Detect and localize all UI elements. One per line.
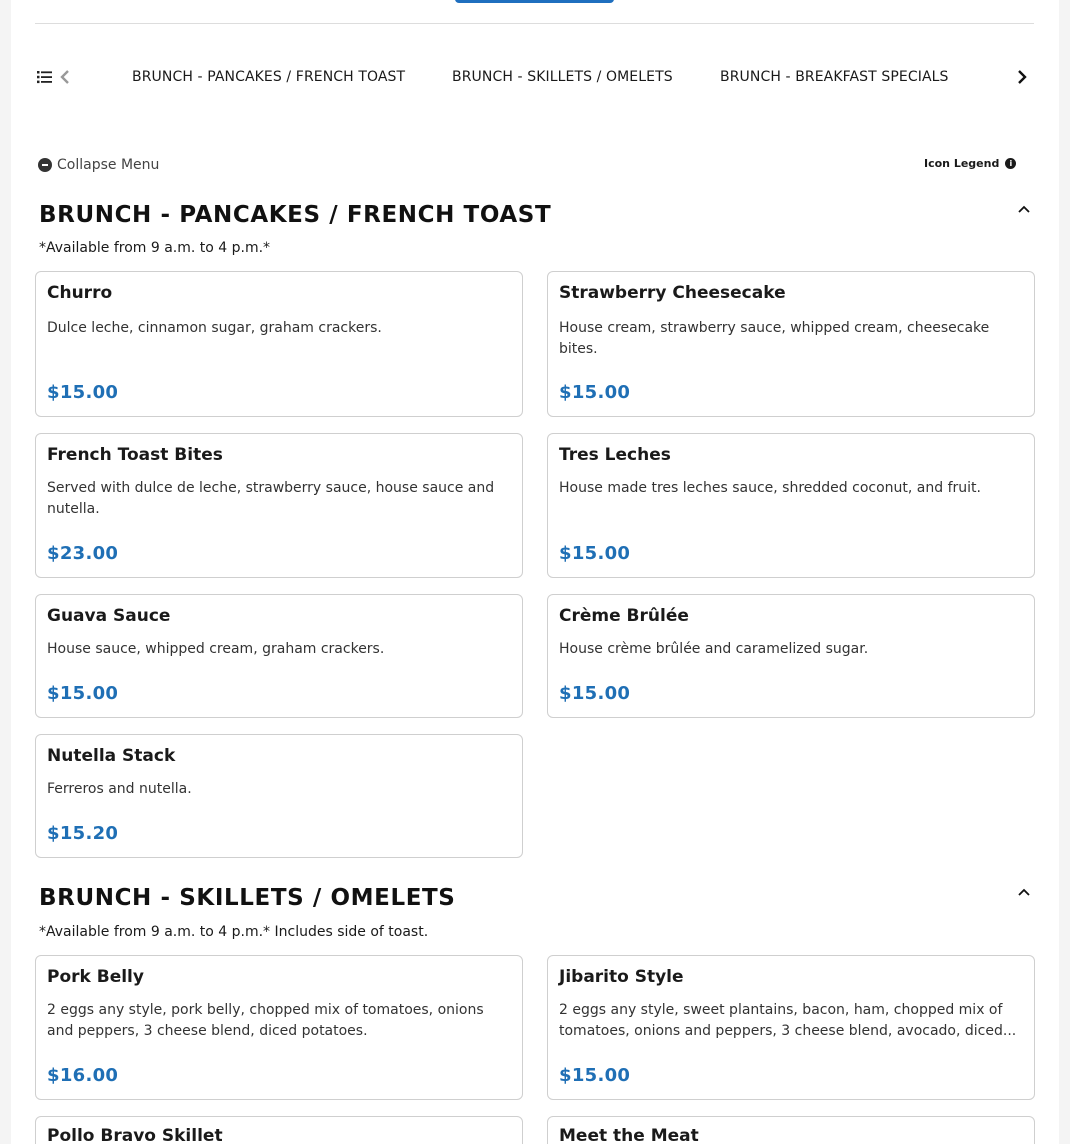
- item-price: $15.00: [559, 382, 631, 403]
- item-description: 2 eggs any style, pork belly, chopped mix of tomatoes, onions and peppers, 3 cheese blend, diced potatoes.: [47, 1002, 484, 1039]
- item-description: Dulce leche, cinnamon sugar, graham crackers.: [47, 320, 382, 336]
- category-nav: [35, 60, 1035, 96]
- chevron-up-icon[interactable]: [1017, 887, 1031, 897]
- menu-item-card[interactable]: [35, 734, 523, 858]
- section-note: *Available from 9 a.m. to 4 p.m.* Includes side of toast.: [39, 924, 429, 940]
- menu-item-card[interactable]: [547, 594, 1035, 718]
- chevron-up-icon[interactable]: [1017, 204, 1031, 214]
- info-icon: i: [1005, 158, 1016, 169]
- tab-skillets-omelets[interactable]: BRUNCH - SKILLETS / OMELETS: [452, 69, 673, 85]
- collapse-menu-label: Collapse Menu: [57, 157, 160, 173]
- item-price: $16.00: [47, 1065, 119, 1086]
- divider: [35, 23, 1034, 24]
- menu-item-card[interactable]: [35, 1116, 523, 1144]
- chevron-left-icon[interactable]: [59, 69, 71, 85]
- item-name: Tres Leches: [559, 445, 671, 465]
- item-name: Nutella Stack: [47, 746, 176, 766]
- menu-item-card[interactable]: [547, 433, 1035, 578]
- menu-item-card[interactable]: [547, 1116, 1035, 1144]
- tab-pancakes-french-toast[interactable]: BRUNCH - PANCAKES / FRENCH TOAST: [132, 69, 406, 85]
- item-description: Served with dulce de leche, strawberry sauce, house sauce and nutella.: [47, 480, 495, 517]
- item-name: French Toast Bites: [47, 445, 223, 465]
- item-description: House cream, strawberry sauce, whipped cream, cheesecake bites.: [559, 320, 990, 357]
- item-price: $15.20: [47, 823, 119, 844]
- menu-item-card[interactable]: [35, 594, 523, 718]
- list-icon[interactable]: [37, 70, 52, 84]
- item-name: Jibarito Style: [559, 967, 684, 987]
- item-price: $23.00: [47, 543, 119, 564]
- minus-circle-icon: [38, 158, 52, 172]
- item-description: House made tres leches sauce, shredded coconut, and fruit.: [559, 480, 981, 496]
- icon-legend-button[interactable]: [924, 157, 1016, 170]
- item-name: Strawberry Cheesecake: [559, 283, 786, 303]
- menu-page: [11, 0, 1059, 1144]
- item-description: 2 eggs any style, sweet plantains, bacon, ham, chopped mix of tomatoes, onions and peppers, 3 cheese blend, avocado, diced...: [559, 1002, 1017, 1039]
- item-price: $15.00: [47, 382, 119, 403]
- tab-breakfast-specials[interactable]: BRUNCH - BREAKFAST SPECIALS: [720, 69, 949, 85]
- item-name: Guava Sauce: [47, 606, 171, 626]
- item-price: $15.00: [47, 683, 119, 704]
- item-price: $15.00: [559, 1065, 631, 1086]
- collapse-menu-button[interactable]: [38, 157, 159, 173]
- chevron-right-icon[interactable]: [1015, 69, 1029, 85]
- icon-legend-label: Icon Legend: [924, 157, 1000, 170]
- top-action-button[interactable]: [455, 0, 614, 3]
- menu-item-card[interactable]: [547, 955, 1035, 1100]
- section-title: BRUNCH - SKILLETS / OMELETS: [39, 885, 456, 911]
- item-name: Pollo Bravo Skillet: [47, 1126, 223, 1144]
- item-name: Crème Brûlée: [559, 606, 689, 626]
- item-price: $15.00: [559, 683, 631, 704]
- item-name: Churro: [47, 283, 113, 303]
- item-price: $15.00: [559, 543, 631, 564]
- section-title: BRUNCH - PANCAKES / FRENCH TOAST: [39, 202, 552, 228]
- menu-item-card[interactable]: [35, 271, 523, 417]
- item-name: Meet the Meat: [559, 1126, 699, 1144]
- item-name: Pork Belly: [47, 967, 144, 987]
- item-description: Ferreros and nutella.: [47, 781, 192, 797]
- section-note: *Available from 9 a.m. to 4 p.m.*: [39, 240, 271, 256]
- item-description: House crème brûlée and caramelized sugar.: [559, 641, 869, 657]
- menu-item-card[interactable]: [35, 433, 523, 578]
- menu-item-card[interactable]: [547, 271, 1035, 417]
- menu-item-card[interactable]: [35, 955, 523, 1100]
- item-description: House sauce, whipped cream, graham crackers.: [47, 641, 385, 657]
